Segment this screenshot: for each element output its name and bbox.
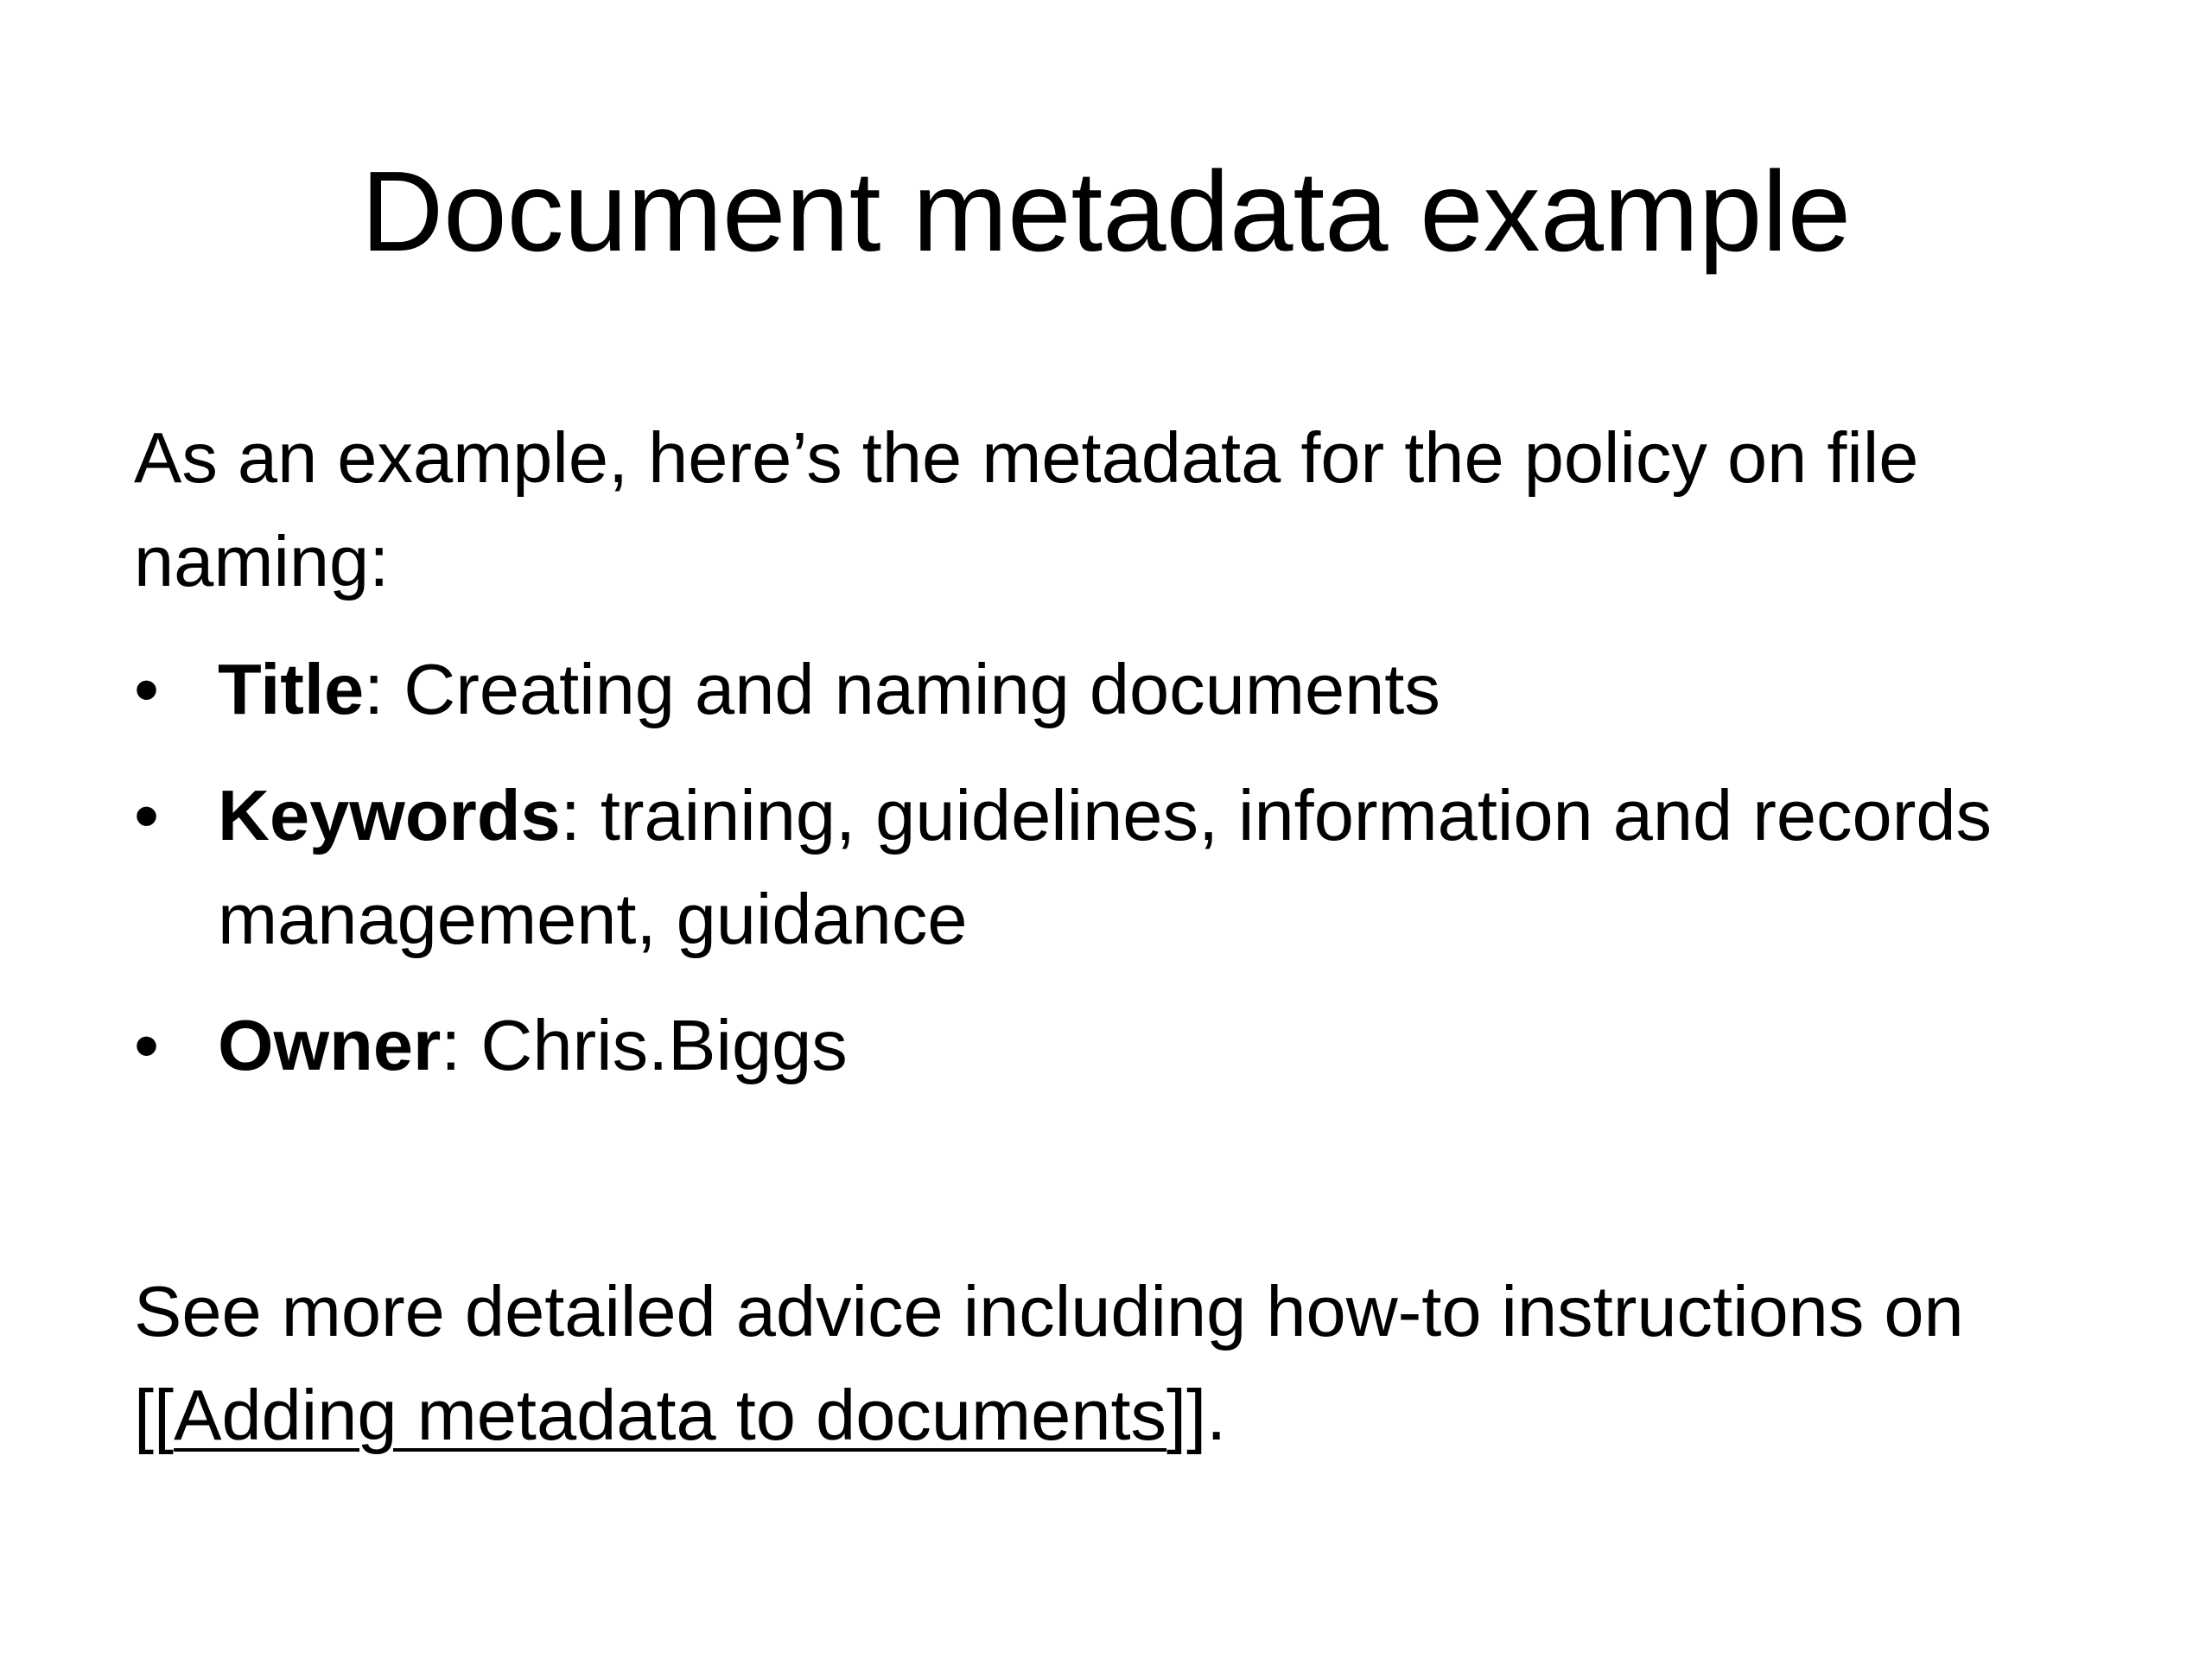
adding-metadata-link[interactable]: Adding metadata to documents: [174, 1375, 1167, 1455]
list-item-keywords: [134, 764, 2104, 971]
more-prefix: See more detailed advice including how-to instructions on [[: [134, 1271, 1964, 1455]
metadata-value: Creating and naming documents: [404, 649, 1440, 729]
more-suffix: ]].: [1166, 1375, 1227, 1455]
more-advice-paragraph: [134, 1260, 2104, 1467]
bullet-icon: •: [134, 649, 160, 729]
metadata-separator: :: [364, 649, 404, 729]
list-item-owner: [134, 994, 2104, 1097]
slide-body: [134, 406, 2104, 1467]
intro-paragraph: As an example, here’s the metadata for the policy on file naming:: [134, 417, 1919, 601]
metadata-value: training, guidelines, information and records management, guidance: [218, 775, 1993, 959]
bullet-icon: •: [134, 1005, 160, 1085]
slide-title: Document metadata example: [360, 148, 1852, 275]
metadata-separator: :: [560, 775, 601, 855]
metadata-key: Owner: [218, 1005, 442, 1085]
metadata-value: Chris.Biggs: [480, 1005, 848, 1085]
metadata-key: Keywords: [218, 775, 561, 855]
bullet-icon: •: [134, 775, 160, 855]
metadata-separator: :: [441, 1005, 481, 1085]
metadata-key: Title: [218, 649, 365, 729]
list-item-title: [134, 638, 2104, 741]
metadata-list: [134, 638, 2104, 1097]
